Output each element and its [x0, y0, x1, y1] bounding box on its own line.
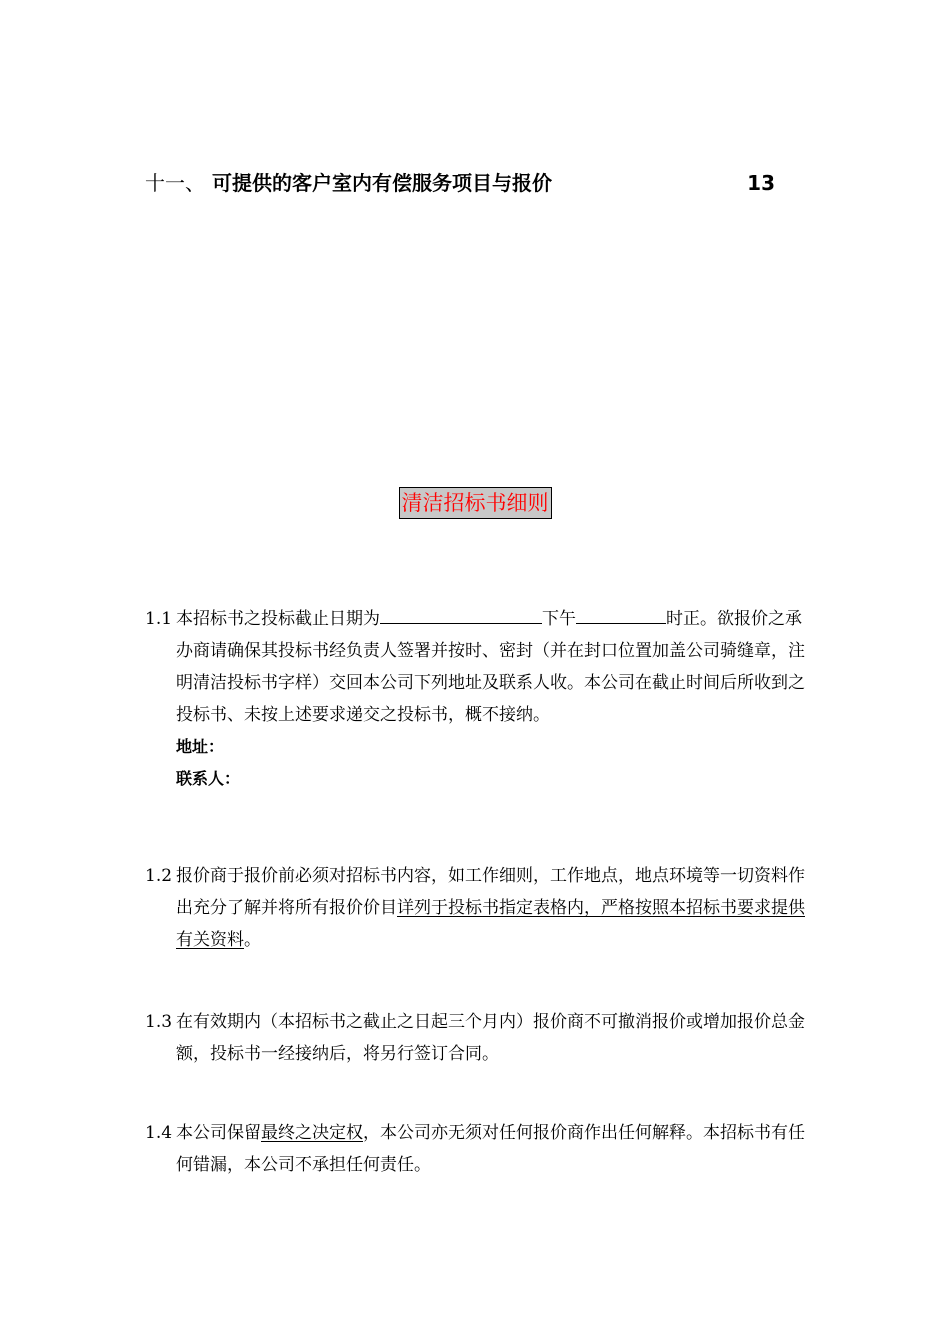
clause-text: 在有效期内（本招标书之截止之日起三个月内）报价商不可撤消报价或增加报价总金额，投标书一经接纳后，将另行签订合同。: [176, 1012, 805, 1064]
clause-body: [176, 860, 807, 956]
contact-label: 联系人：: [176, 769, 241, 788]
underlined-text: 详列于投标书指定表格内，严格按照本招标书要求提供有关资料: [176, 898, 805, 950]
clause-1-4: [145, 1117, 807, 1181]
clause-number: 1.1: [145, 609, 173, 629]
deadline-time-blank: [576, 603, 666, 624]
clause-body: [176, 1006, 807, 1070]
clause-body: [176, 603, 807, 795]
toc-entry-number: 十一、: [145, 171, 205, 195]
clause-text: 报价商于报价前必须对招标书内容，如工作细则，工作地点，地点环境等一切资料作出充分了解并将所有报价价目: [176, 866, 805, 918]
clause-text: 下午: [542, 609, 576, 629]
clause-number: 1.3: [145, 1012, 173, 1032]
clause-number: 1.2: [145, 866, 173, 886]
clause-1-3: [145, 1006, 807, 1070]
underlined-text: 最终之决定权: [261, 1123, 363, 1143]
clause-text: 。: [244, 930, 261, 950]
document-title-container: [0, 487, 950, 519]
clause-text: 本招标书之投标截止日期为: [176, 609, 380, 629]
toc-entry-page: 13: [747, 171, 775, 195]
clause-1-1: [145, 603, 807, 795]
deadline-date-blank: [380, 603, 542, 624]
toc-entry-title: 可提供的客户室内有偿服务项目与报价: [212, 171, 552, 195]
clause-number: 1.4: [145, 1123, 173, 1143]
clause-text: 时正。欲报价之承办商请确保其投标书经负责人签署并按时、密封（并在封口位置加盖公司骑缝章，注明清洁投标书字样）交回本公司下列地址及联系人收。本公司在截止时间后所收到之投标书、未按上述要求递交之投标书，概不接纳。: [176, 609, 805, 725]
clause-1-2: [145, 860, 807, 956]
address-label: 地址：: [176, 737, 225, 756]
toc-entry: [145, 168, 775, 198]
clause-text: 本公司保留: [176, 1123, 261, 1143]
document-title: 清洁招标书细则: [399, 487, 552, 519]
clause-text: ，本公司亦无须对任何报价商作出任何解释。本招标书有任何错漏，本公司不承担任何责任。: [176, 1123, 805, 1175]
clause-body: [176, 1117, 807, 1181]
